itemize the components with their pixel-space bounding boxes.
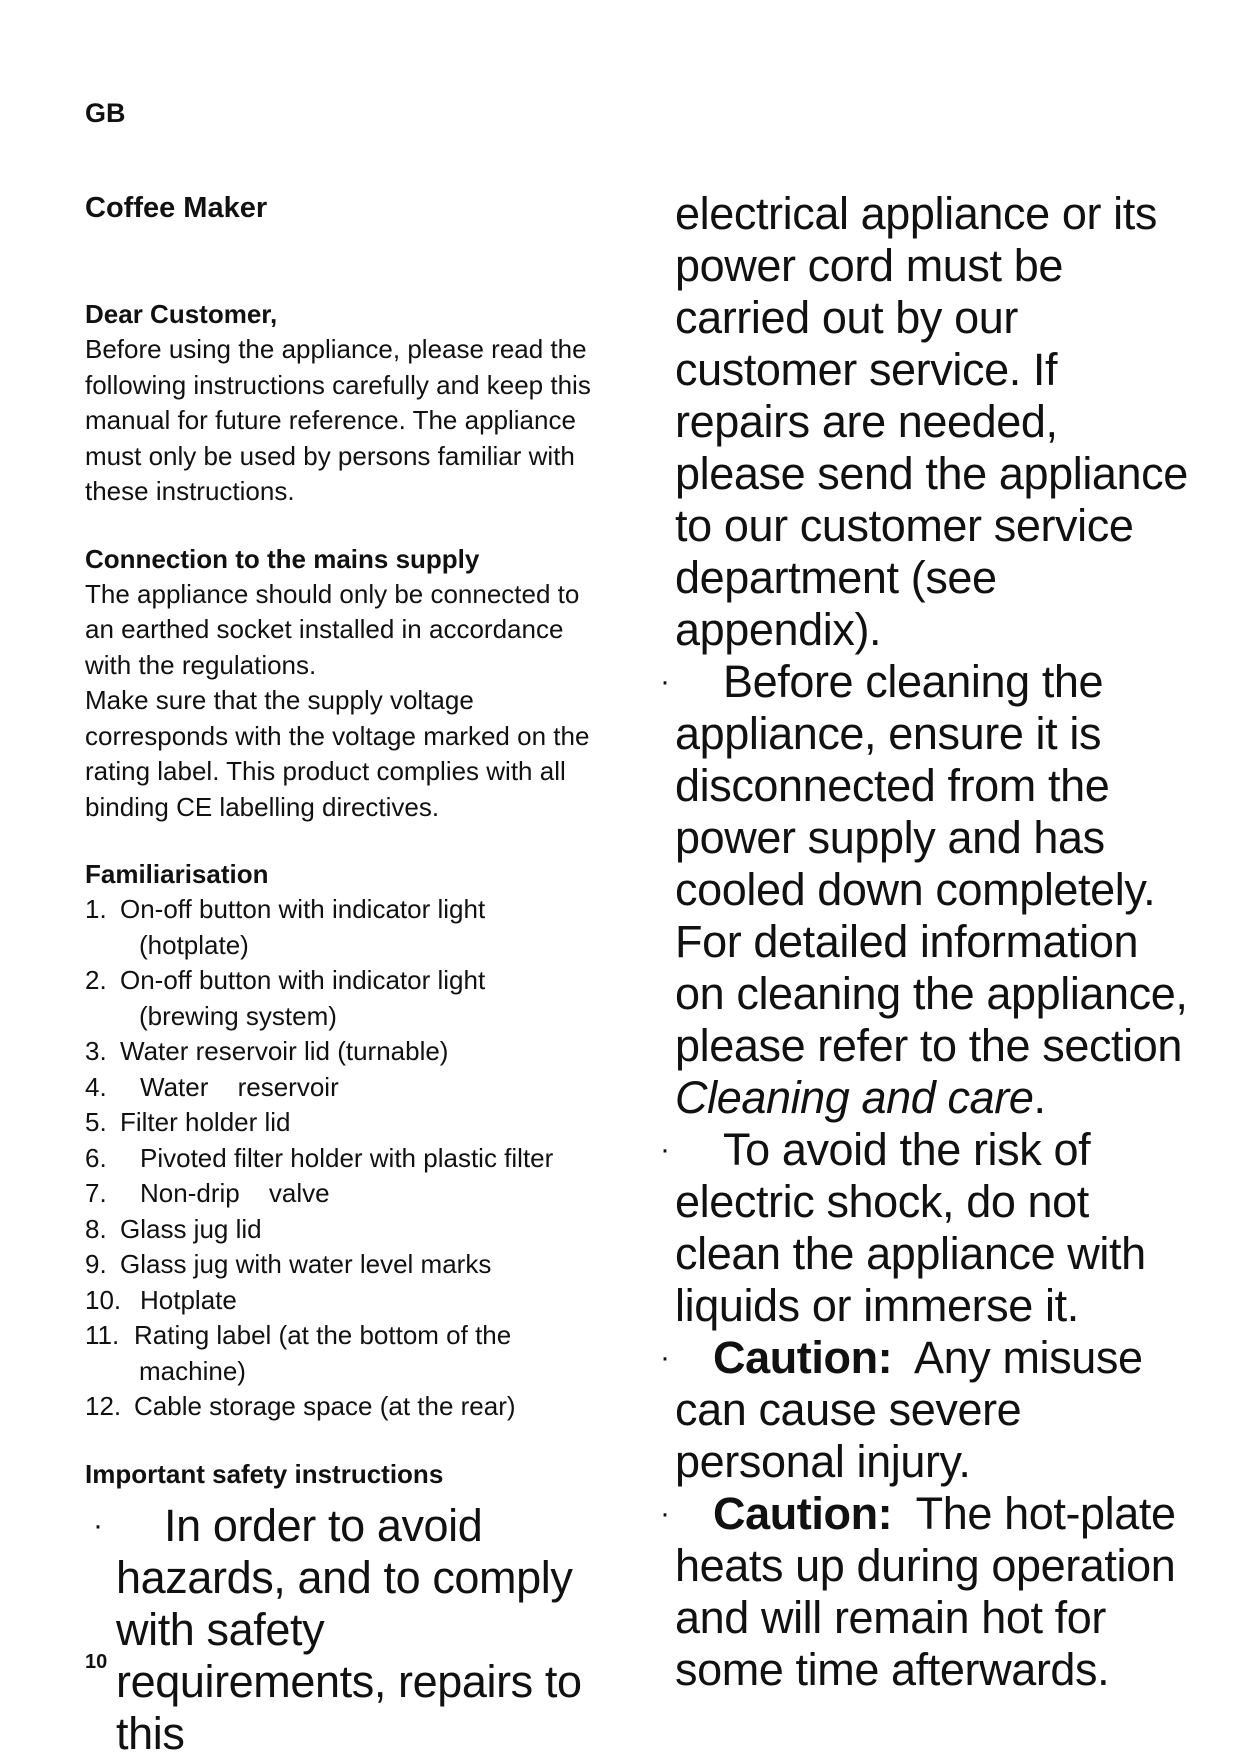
safety-item-misuse: · Caution: Any misuse can cause severe personal injury. (660, 1332, 1143, 1487)
intro-text: Before using the appliance, please read the following instructions carefully and keep this manual for future reference. The appliance must only be used by persons familiar with these instructions. (85, 334, 591, 506)
right-column (660, 188, 1195, 1696)
bullet-icon: · (93, 1508, 103, 1542)
bullet-icon: · (660, 1497, 670, 1530)
mains-heading: Connection to the mains supply (85, 543, 480, 574)
list-item: 4. Water reservoir (85, 1071, 339, 1102)
list-item: 10. Hotplate (85, 1284, 237, 1315)
list-item: 11. Rating label (at the bottom of the machine) (85, 1320, 512, 1386)
caution-label: Caution: (713, 1332, 893, 1383)
list-item: 7. Non-drip valve (85, 1178, 330, 1208)
section-reference: Cleaning and care (675, 1072, 1034, 1123)
safety-heading: Important safety instructions (85, 1458, 444, 1489)
left-column (85, 296, 605, 1760)
caution-label: Caution: (713, 1488, 893, 1539)
list-item: 2. On-off button with indicator light (brewing system) (85, 965, 486, 1031)
list-item: 12. Cable storage space (at the rear) (85, 1391, 516, 1421)
list-item: 9. Glass jug with water level marks (85, 1249, 492, 1279)
list-item: 6. Pivoted filter holder with plastic filter (85, 1142, 554, 1173)
safety-item-hazards: · In order to avoid hazards, and to comply with safety requirements, repairs to this (93, 1499, 582, 1759)
safety-item-electric-shock: · To avoid the risk of electric shock, do not clean the appliance with liquids or immerse it. (660, 1124, 1146, 1331)
list-item: 1. On-off button with indicator light (hotplate) (85, 894, 486, 960)
safety-item-hazards-continued: electrical appliance or its power cord must be carried out by our customer service. If repairs are needed, please send the appliance to our customer service department (see appendix). (675, 188, 1188, 655)
safety-item-hotplate: · Caution: The hot-plate heats up during operation and will remain hot for some time afterwards. (660, 1488, 1176, 1695)
page-number: 10 (85, 1651, 108, 1673)
mains-paragraph-2: Make sure that the supply voltage corresponds with the voltage marked on the rating label. This product complies with all binding CE labelling directives. (85, 685, 590, 822)
document-title: Coffee Maker (85, 192, 268, 224)
parts-list (85, 892, 605, 1425)
safety-list (85, 1500, 605, 1760)
safety-item-cleaning: · Before cleaning the appliance, ensure it is disconnected from the power supply and has cooled down completely. For detailed information on cleaning the appliance, please refer to the section Cleaning and care. (660, 656, 1188, 1123)
mains-paragraph-1: The appliance should only be connected to an earthed socket installed in accordance with the regulations. (85, 578, 580, 680)
bullet-icon: · (660, 1341, 670, 1374)
familiarisation-heading: Familiarisation (85, 859, 269, 889)
bullet-icon: · (660, 1133, 670, 1166)
intro-heading: Dear Customer, (85, 299, 278, 329)
list-item: 3. Water reservoir lid (turnable) (85, 1036, 449, 1066)
safety-list-continued (660, 188, 1195, 1696)
list-item: 5. Filter holder lid (85, 1107, 291, 1137)
language-code: GB (85, 98, 126, 128)
list-item: 8. Glass jug lid (85, 1213, 262, 1244)
bullet-icon: · (660, 665, 670, 698)
